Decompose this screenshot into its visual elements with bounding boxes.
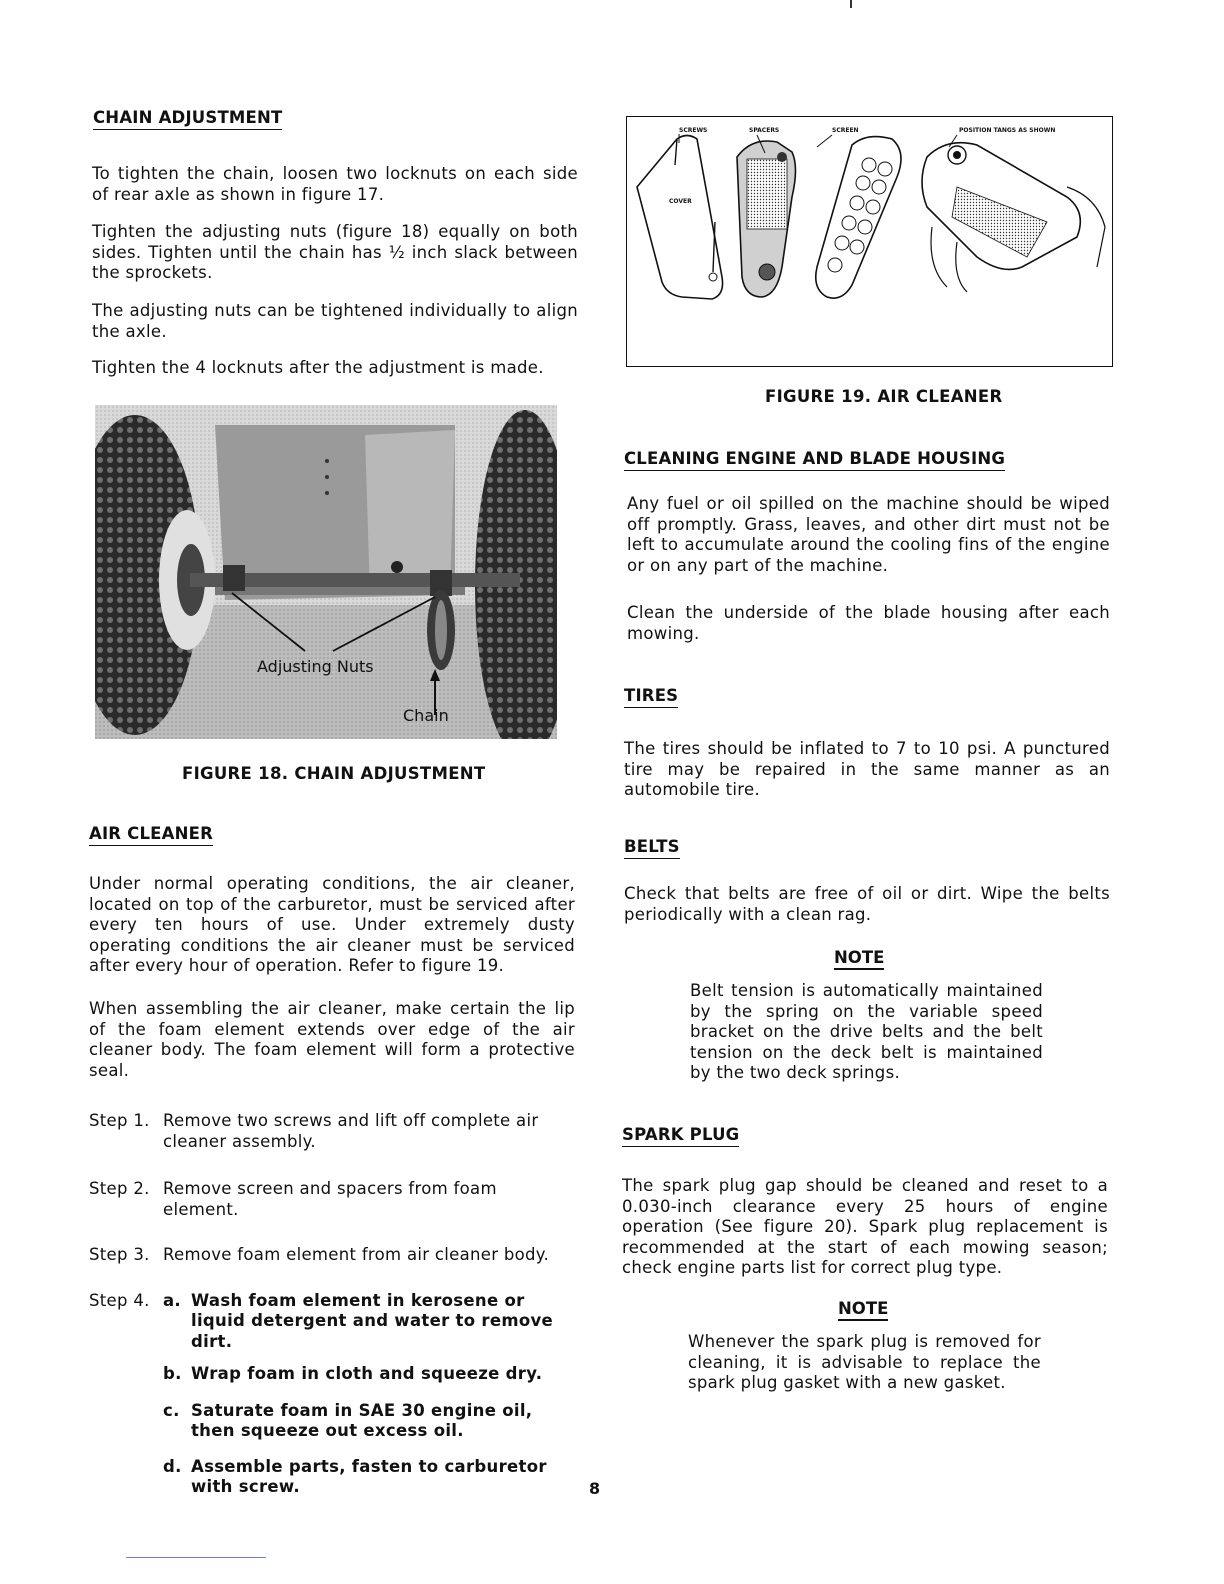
chain-adjustment-heading: CHAIN ADJUSTMENT — [93, 108, 282, 130]
screen-label: SCREEN — [832, 127, 859, 134]
substep-letter: a. — [163, 1290, 182, 1310]
cleaning-paragraph-2: Clean the underside of the blade housing after each mowing. — [627, 603, 1110, 643]
cover-label: COVER — [669, 198, 692, 205]
air-cleaner-paragraph-2: When assembling the air cleaner, make certain the lip of the foam element extends over edge of the air cleaner body. The foam element will form a protective seal. — [89, 999, 575, 1080]
cleaning-heading: CLEANING ENGINE AND BLADE HOUSING — [624, 449, 1005, 471]
step-item — [89, 1291, 575, 1498]
figure-18-caption: FIGURE 18. CHAIN ADJUSTMENT — [182, 764, 486, 783]
step-text: Remove foam element from air cleaner body. — [163, 1245, 550, 1264]
air-cleaner-diagram — [627, 117, 1111, 317]
chain-paragraph-2: Tighten the adjusting nuts (figure 18) equally on both sides. Tighten until the chain has ½ inch slack between the sprockets. — [92, 222, 578, 282]
top-edge-mark — [850, 0, 852, 8]
page-number: 8 — [589, 1479, 601, 1498]
position-tangs-label: POSITION TANGS AS SHOWN — [959, 127, 1056, 134]
substep-text: Wrap foam in cloth and squeeze dry. — [191, 1364, 543, 1383]
cleaning-paragraph-1: Any fuel or oil spilled on the machine should be wiped off promptly. Grass, leaves, and other dirt must not be left to accumulate around the cooling fins of the engine or on any part of the machine. — [627, 494, 1110, 575]
adjusting-nuts-label: Adjusting Nuts — [257, 657, 374, 676]
substep-item — [163, 1457, 575, 1498]
spark-plug-paragraph: The spark plug gap should be cleaned and reset to a 0.030-inch clearance every 25 hours of engine operation (See figure 20). Spark plug replacement is recommended at the start of each mowing season; check engine parts list for correct plug type. — [622, 1176, 1108, 1277]
figure-19-caption: FIGURE 19. AIR CLEANER — [765, 387, 1003, 406]
chain-paragraph-3: The adjusting nuts can be tightened individually to align the axle. — [92, 301, 578, 341]
bottom-rule — [126, 1557, 266, 1558]
substep-text: Assemble parts, fasten to carburetor with screw. — [191, 1456, 547, 1496]
step-number: Step 4. — [89, 1290, 150, 1310]
figure-19-frame — [626, 116, 1113, 367]
tires-paragraph: The tires should be inflated to 7 to 10 psi. A punctured tire may be repaired in the same manner as an automobile tire. — [624, 739, 1110, 799]
step-text: Remove screen and spacers from foam element. — [163, 1179, 497, 1219]
substep-letter: d. — [163, 1456, 182, 1476]
chain-label: Chain — [403, 706, 449, 725]
belts-heading: BELTS — [624, 837, 680, 859]
screws-label: SCREWS — [679, 127, 708, 134]
step-item — [89, 1245, 575, 1266]
substep-text: Saturate foam in SAE 30 engine oil, then squeeze out excess oil. — [191, 1400, 533, 1440]
step-item — [89, 1179, 575, 1220]
step-number: Step 2. — [89, 1179, 150, 1198]
spark-note-title: NOTE — [838, 1299, 888, 1321]
substep-letter: b. — [163, 1364, 182, 1383]
chain-adjustment-photo — [95, 405, 557, 739]
spark-note-text: Whenever the spark plug is removed for cleaning, it is advisable to replace the spark plug gasket with a new gasket. — [688, 1332, 1041, 1392]
belts-note-text: Belt tension is automatically maintained by the spring on the variable speed bracket on the drive belts and the belt tension on the deck belt is maintained by the two deck springs. — [690, 981, 1043, 1082]
step-text: Remove two screws and lift off complete air cleaner assembly. — [163, 1111, 539, 1151]
air-cleaner-heading: AIR CLEANER — [89, 824, 213, 846]
belts-paragraph: Check that belts are free of oil or dirt. Wipe the belts periodically with a clean rag. — [624, 884, 1110, 924]
step-item — [89, 1111, 575, 1152]
chain-paragraph-4: Tighten the 4 locknuts after the adjustment is made. — [92, 358, 544, 377]
step-list — [89, 1111, 575, 1498]
figure-18-photo — [95, 405, 557, 739]
substep-item — [163, 1291, 575, 1353]
spacers-label: SPACERS — [749, 127, 780, 134]
step-number: Step 1. — [89, 1111, 150, 1130]
substep-letter: c. — [163, 1400, 180, 1420]
step-number: Step 3. — [89, 1245, 150, 1264]
tires-heading: TIRES — [624, 686, 678, 708]
substep-item — [163, 1401, 575, 1442]
substep-item — [163, 1364, 575, 1385]
spark-plug-heading: SPARK PLUG — [622, 1125, 739, 1147]
chain-paragraph-1: To tighten the chain, loosen two locknuts on each side of rear axle as shown in figure 17. — [92, 164, 578, 204]
belts-note-title: NOTE — [834, 948, 884, 970]
substep-text: Wash foam element in kerosene or liquid detergent and water to remove dirt. — [191, 1290, 554, 1351]
air-cleaner-paragraph-1: Under normal operating conditions, the air cleaner, located on top of the carburetor, must be serviced after every ten hours of use. Under extremely dusty operating conditions the air cleaner must be serviced after every hour of operation. Refer to figure 19. — [89, 874, 575, 975]
substep-list — [163, 1291, 575, 1498]
